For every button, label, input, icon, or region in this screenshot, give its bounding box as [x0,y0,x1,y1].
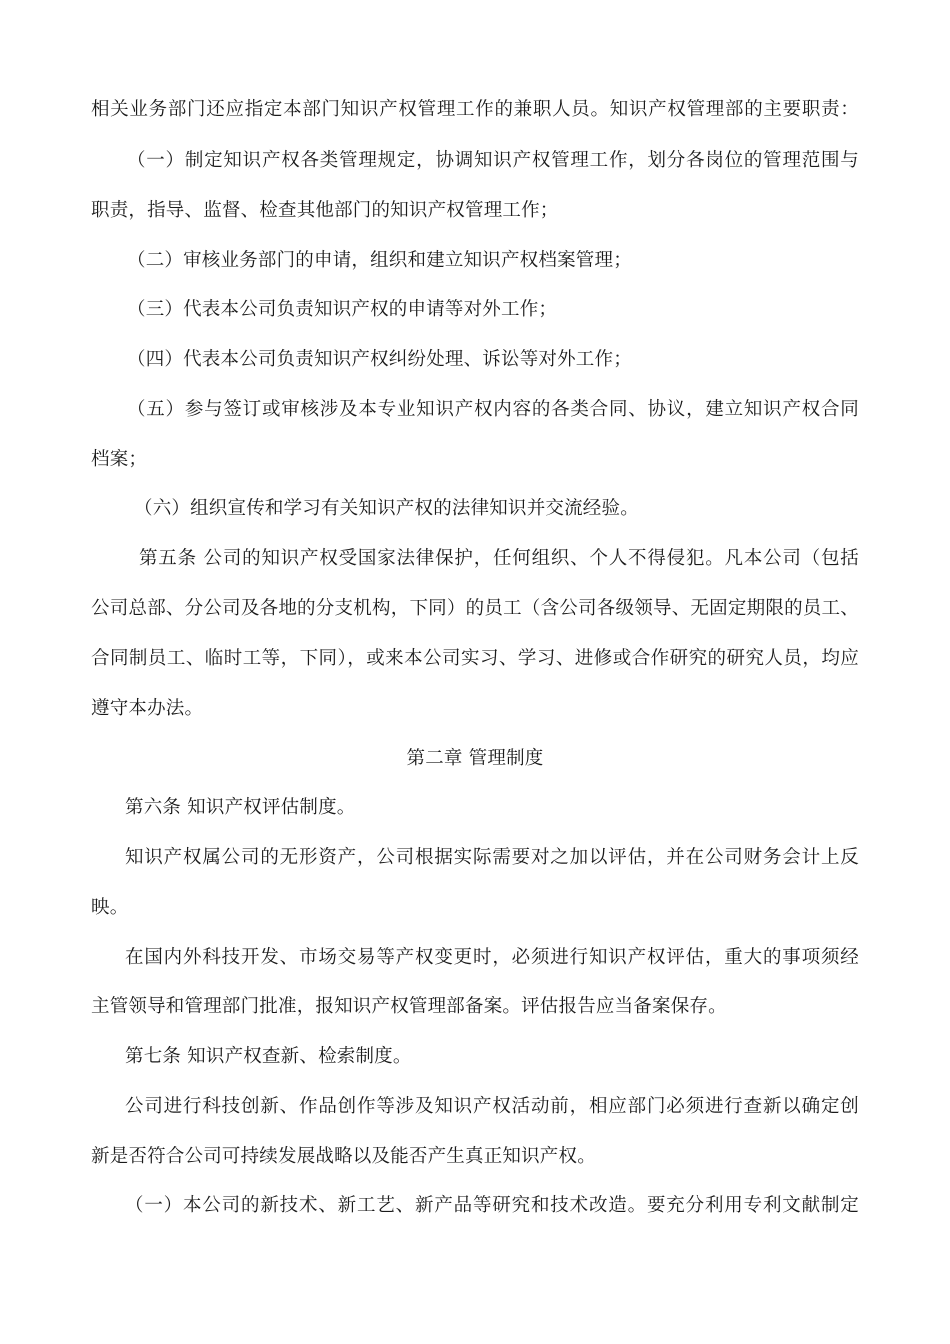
chapter-heading: 第二章 管理制度 [406,748,544,769]
article-line: 合同制员工、临时工等，下同），或来本公司实习、学习、进修或合作研究的研究人员，均应 [91,648,859,669]
article-line: 第七条 知识产权查新、检索制度。 [125,1046,412,1067]
article-line: 遵守本办法。 [91,698,204,719]
list-item-line: （三）代表本公司负责知识产权的申请等对外工作； [127,299,558,320]
list-item-line: （一）制定知识产权各类管理规定，协调知识产权管理工作，划分各岗位的管理范围与 [127,150,859,171]
list-item-line: （五）参与签订或审核涉及本专业知识产权内容的各类合同、协议，建立知识产权合同 [127,399,859,420]
body-text-line: 公司进行科技创新、作品创作等涉及知识产权活动前，相应部门必须进行查新以确定创 [125,1096,859,1117]
article-line: 第六条 知识产权评估制度。 [125,797,356,818]
body-text-line: 新是否符合公司可持续发展战略以及能否产生真正知识产权。 [91,1146,596,1167]
list-item-line: （四）代表本公司负责知识产权纠纷处理、诉讼等对外工作； [127,349,632,370]
article-line: 第五条 公司的知识产权受国家法律保护，任何组织、个人不得侵犯。凡本公司（包括 [139,548,859,569]
list-item-line: 职责，指导、监督、检查其他部门的知识产权管理工作； [91,200,559,221]
list-item-line: （二）审核业务部门的申请，组织和建立知识产权档案管理； [127,250,632,271]
body-text-line: 映。 [91,897,129,918]
article-line: 公司总部、分公司及各地的分支机构，下同）的员工（含公司各级领导、无固定期限的员工、 [91,598,859,619]
body-text-line: 在国内外科技开发、市场交易等产权变更时，必须进行知识产权评估，重大的事项须经 [125,947,859,968]
list-item-line: （一）本公司的新技术、新工艺、新产品等研究和技术改造。要充分利用专利文献制定 [125,1195,859,1216]
body-text-line: 知识产权属公司的无形资产，公司根据实际需要对之加以评估，并在公司财务会计上反 [125,847,859,868]
list-item-line: 档案； [91,449,148,470]
body-text-line: 相关业务部门还应指定本部门知识产权管理工作的兼职人员。知识产权管理部的主要职责： [91,99,859,120]
body-text-line: 主管领导和管理部门批准，报知识产权管理部备案。评估报告应当备案保存。 [91,996,727,1017]
list-item-line: （六）组织宣传和学习有关知识产权的法律知识并交流经验。 [134,498,639,519]
